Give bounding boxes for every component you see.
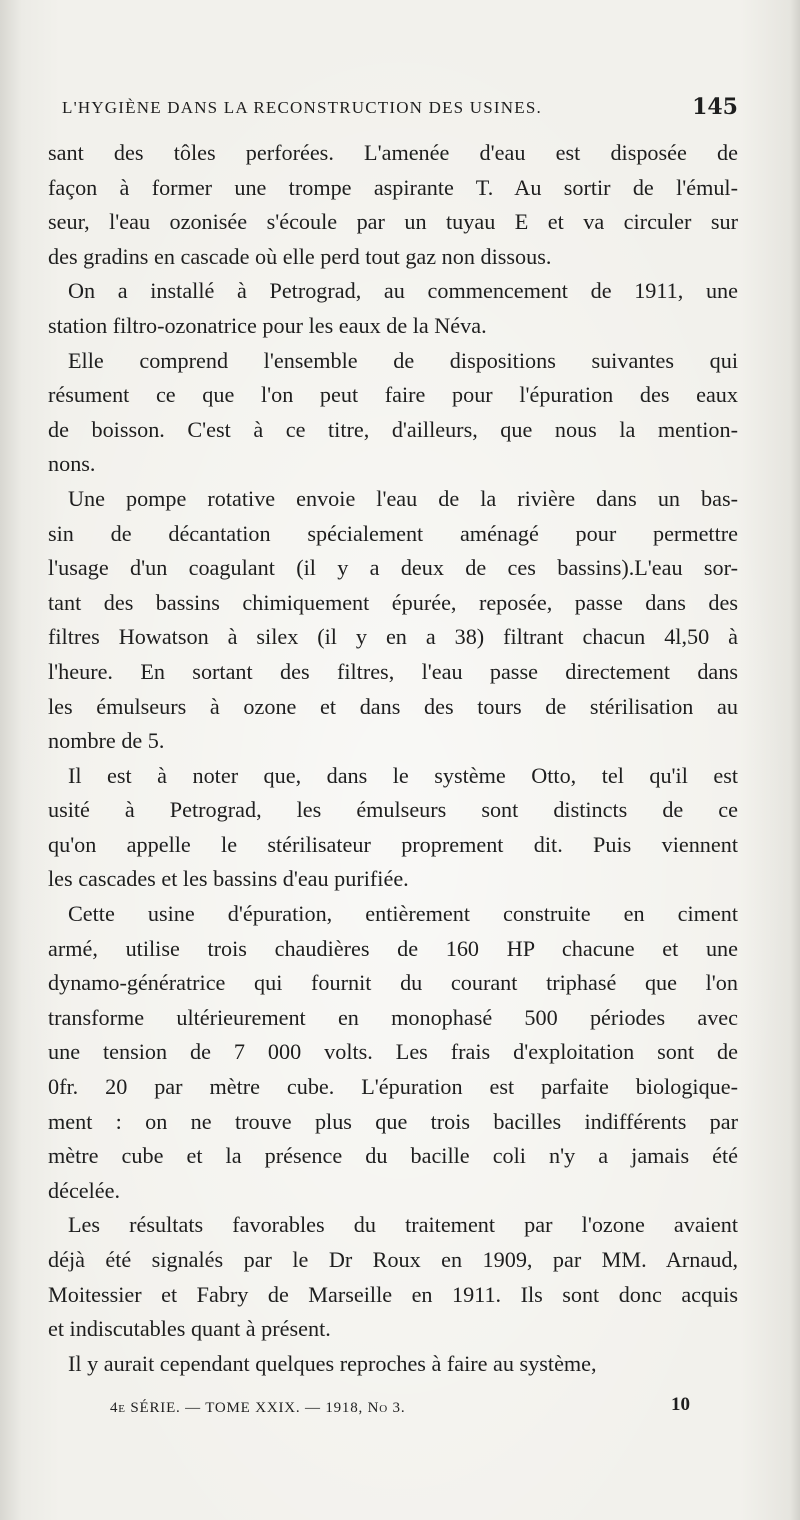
paragraph (48, 1347, 738, 1382)
text-line: Une pompe rotative envoie l'eau de la rivière dans un bas- (68, 485, 738, 511)
signature-mark: 10 (671, 1394, 690, 1415)
text-line: Moitessier et Fabry de Marseille en 1911. Ils sont donc acquis (48, 1281, 738, 1307)
text-line: sant des tôles perforées. L'amenée d'eau est disposée de (48, 140, 738, 165)
text-line: seur, l'eau ozonisée s'écoule par un tuyau E et va circuler sur (48, 209, 738, 235)
text-line: tant des bassins chimiquement épurée, reposée, passe dans des (48, 589, 738, 615)
text-line: façon à former une trompe aspirante T. Au sortir de l'émul- (48, 174, 738, 200)
text-line: une tension de 7 000 volts. Les frais d'exploitation sont de (48, 1039, 738, 1065)
body-text (48, 136, 738, 1381)
text-line: décelée. (48, 1177, 121, 1203)
text-line: l'heure. En sortant des filtres, l'eau passe directement dans (48, 658, 738, 684)
page-footer (110, 1394, 690, 1424)
text-line: et indiscutables quant à présent. (48, 1316, 331, 1342)
text-line: nombre de 5. (48, 728, 165, 754)
text-line: des gradins en cascade où elle perd tout gaz non dissous. (48, 243, 552, 269)
paragraph (48, 136, 738, 274)
text-line: transforme ultérieurement en monophasé 500 périodes avec (48, 1004, 738, 1030)
page-header (62, 94, 738, 126)
paragraph (48, 759, 738, 897)
paragraph (48, 1208, 738, 1346)
text-line: 0fr. 20 par mètre cube. L'épuration est parfaite biologique- (48, 1074, 738, 1100)
text-line: Elle comprend l'ensemble de dispositions suivantes qui (68, 347, 738, 373)
text-line: Les résultats favorables du traitement par l'ozone avaient (68, 1212, 738, 1238)
text-line: armé, utilise trois chaudières de 160 HP chacune et une (48, 935, 738, 961)
paragraph (48, 897, 738, 1208)
paragraph (48, 274, 738, 343)
text-line: usité à Petrograd, les émulseurs sont distincts de ce (48, 797, 738, 823)
text-line: les émulseurs à ozone et dans des tours de stérilisation au (48, 693, 738, 719)
paragraph (48, 482, 738, 759)
text-line: filtres Howatson à silex (il y en a 38) filtrant chacun 4l,50 à (48, 624, 738, 650)
text-line: ment : on ne trouve plus que trois bacilles indifférents par (48, 1108, 738, 1134)
text-line: nons. (48, 451, 96, 477)
text-line: qu'on appelle le stérilisateur proprement dit. Puis viennent (48, 831, 738, 857)
text-line: déjà été signalés par le Dr Roux en 1909, par MM. Arnaud, (48, 1247, 738, 1272)
text-line: Il est à noter que, dans le système Otto, tel qu'il est (68, 762, 738, 788)
page-number: 145 (692, 94, 738, 120)
paragraph (48, 344, 738, 482)
running-head: L'HYGIÈNE DANS LA RECONSTRUCTION DES USINES. (62, 98, 542, 117)
text-line: de boisson. C'est à ce titre, d'ailleurs, que nous la mention- (48, 416, 738, 442)
text-line: les cascades et les bassins d'eau purifiée. (48, 866, 409, 892)
text-line: résument ce que l'on peut faire pour l'épuration des eaux (48, 382, 738, 408)
text-line: station filtro-ozonatrice pour les eaux de la Néva. (48, 312, 487, 338)
text-line: l'usage d'un coagulant (il y a deux de ces bassins).L'eau sor- (48, 555, 738, 581)
text-line: Cette usine d'épuration, entièrement construite en ciment (68, 901, 738, 927)
text-line: mètre cube et la présence du bacille coli n'y a jamais été (48, 1143, 738, 1169)
text-line: sin de décantation spécialement aménagé pour permettre (48, 520, 738, 546)
text-line: Il y aurait cependant quelques reproches à faire au système, (68, 1350, 597, 1376)
text-line: On a installé à Petrograd, au commencement de 1911, une (68, 278, 738, 304)
text-line: dynamo-génératrice qui fournit du courant triphasé que l'on (48, 970, 738, 996)
series-line: 4e SÉRIE. — TOME XXIX. — 1918, No 3. (110, 1400, 406, 1416)
